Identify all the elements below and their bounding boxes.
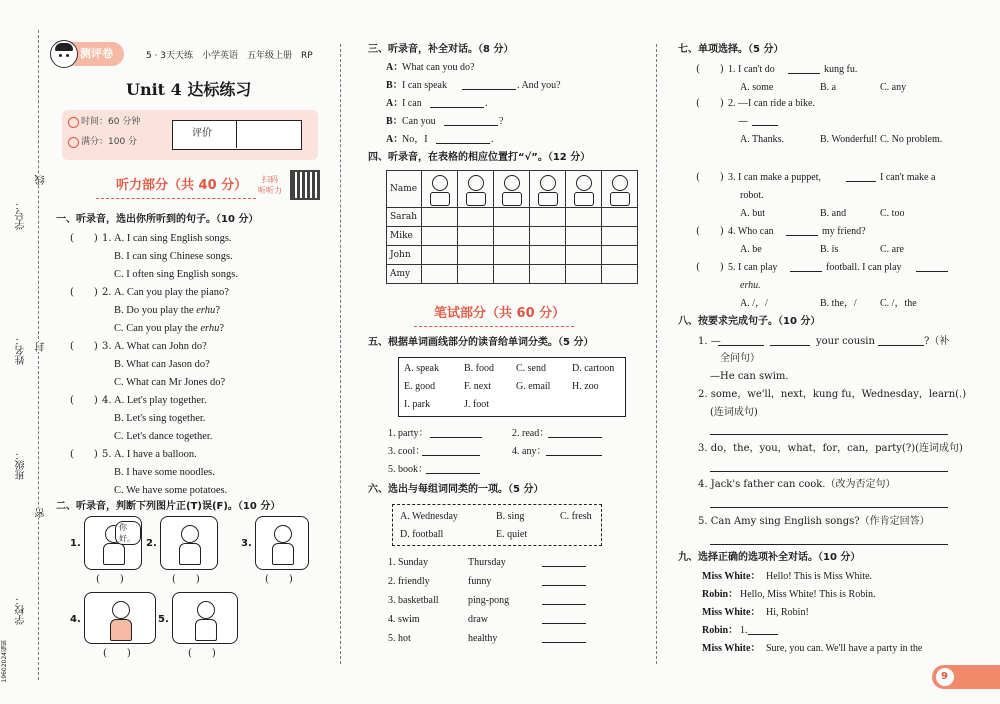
figure-body-icon — [610, 192, 630, 206]
s8-item3: 3. do，the，you，what，for，can，party(?)(连词成句) — [698, 443, 963, 454]
s6-item-word-b: Thursday — [468, 557, 506, 568]
s1-option-c: C. I often sing English songs. — [114, 269, 238, 280]
s4-check-cell[interactable] — [566, 208, 602, 227]
s8-answer-line-5[interactable] — [710, 544, 948, 545]
s7-question-mid: football. I can play — [826, 262, 902, 273]
clock-icon — [68, 117, 79, 128]
s4-check-cell[interactable] — [494, 265, 530, 284]
s7-blank[interactable] — [846, 172, 876, 182]
s8-title: 八、按要求完成句子。（10 分） — [678, 316, 821, 327]
s7-option: A. /，/ — [740, 298, 768, 309]
s3-blank[interactable] — [444, 116, 498, 126]
s7-question: 4. Who can — [728, 226, 774, 237]
s4-check-cell[interactable] — [530, 227, 566, 246]
s1-option-a: A. I can sing English songs. — [114, 233, 232, 244]
s5-blank[interactable] — [430, 428, 482, 438]
seal-char-feng: 封 — [36, 342, 47, 352]
name-label: 姓名： — [16, 335, 27, 365]
s7-blank[interactable] — [788, 64, 820, 74]
s5-title: 五、根据单词画线部分的读音给单词分类。（5 分） — [368, 337, 594, 348]
s2-answer-paren[interactable]: ( ) — [188, 648, 216, 659]
s5-option: D. cartoon — [572, 363, 615, 374]
s3-blank[interactable] — [462, 80, 516, 90]
s1-option-a: A. Let's play together. — [114, 395, 207, 406]
full-score: 满分：100 分 — [81, 137, 138, 147]
figure-body-icon — [466, 192, 486, 206]
s3-line-text: What can you do? — [402, 62, 475, 73]
s2-picture-1 — [84, 516, 142, 570]
s1-question-number: 4. — [102, 395, 112, 406]
s1-option-b: B. Let's sing together. — [114, 413, 206, 424]
s8-item1-pre: 1. — — [698, 336, 721, 347]
s2-picture-number: 3. — [241, 538, 252, 549]
s7-option: C. too — [880, 208, 905, 219]
page-number: 9 — [941, 671, 948, 682]
figure-body-icon — [430, 192, 450, 206]
s8-item1-answer: —He can swim. — [710, 371, 789, 382]
s1-answer-paren[interactable]: ( ) — [70, 449, 98, 460]
s4-check-cell[interactable] — [602, 246, 638, 265]
s7-option: C. No problem. — [880, 134, 943, 145]
s6-title: 六、选出与每组词同类的一项。（5 分） — [368, 484, 544, 495]
s6-item-word-b: funny — [468, 576, 492, 587]
s7-option: A. be — [740, 244, 762, 255]
s5-option: H. zoo — [572, 381, 599, 392]
s6-item-word-a: 1. Sunday — [388, 557, 428, 568]
s7-answer-paren[interactable]: ( ) — [696, 172, 724, 183]
s4-check-cell[interactable] — [458, 265, 494, 284]
s4-check-cell[interactable] — [566, 227, 602, 246]
s1-answer-paren[interactable]: ( ) — [70, 341, 98, 352]
s1-option-a: A. Can you play the piano? — [114, 287, 229, 298]
s9-line-text: 1. — [740, 625, 748, 636]
s8-item1-post: ?（补 — [924, 336, 950, 347]
s5-blank[interactable] — [548, 428, 602, 438]
s9-blank[interactable] — [748, 625, 778, 635]
s7-option: A. but — [740, 208, 765, 219]
s1-question-number: 1. — [102, 233, 112, 244]
s7-option: C. /，the — [880, 298, 917, 309]
s4-row-name: John — [387, 246, 422, 265]
figure-body-icon — [179, 543, 201, 565]
s7-answer-paren[interactable]: ( ) — [696, 226, 724, 237]
s7-option: C. are — [880, 244, 904, 255]
s6-blank[interactable] — [542, 614, 586, 624]
s4-row-name: Sarah — [387, 208, 422, 227]
s7-blank[interactable] — [786, 226, 818, 236]
s5-item: 3. cool： — [388, 446, 426, 457]
s5-option: J. foot — [464, 399, 489, 410]
s9-speaker: Miss White： — [702, 643, 761, 654]
s6-item-word-a: 4. swim — [388, 614, 420, 625]
s4-activity-ping-pong-icon — [566, 171, 602, 208]
s6-item-word-a: 5. hot — [388, 633, 411, 644]
s8-item2: 2. some，we'll，next，kung fu，Wednesday，learn(.) — [698, 389, 967, 400]
print-code: 19602024编辑 — [1, 640, 8, 683]
s1-option-b: B. Do you play the erhu? — [114, 305, 220, 316]
s1-option-b: B. What can Jason do? — [114, 359, 210, 370]
logo-text: 测评卷 — [80, 47, 113, 60]
s9-line-text: Sure, you can. We'll have a party in the — [766, 643, 923, 654]
s7-question: 3. I can make a puppet, — [728, 172, 822, 183]
binding-sidebar — [0, 30, 48, 690]
s7-option: A. Thanks. — [740, 134, 784, 145]
s6-blank[interactable] — [542, 633, 586, 643]
s4-table-wrap — [386, 170, 638, 284]
s8-item1-line2: 全问句） — [720, 353, 760, 364]
s9-speaker: Robin： — [702, 625, 739, 636]
s4-activity-dance-icon — [530, 171, 566, 208]
s6-option: A. Wednesday — [400, 511, 458, 522]
s3-line-end: . — [491, 134, 494, 145]
s4-check-cell[interactable] — [494, 227, 530, 246]
s1-answer-paren[interactable]: ( ) — [70, 395, 98, 406]
listening-underline — [96, 198, 256, 199]
s8-item4: 4. Jack's father can cook.（改为否定句） — [698, 479, 896, 490]
s6-option: C. fresh — [560, 511, 592, 522]
seal-char-xian: 线 — [36, 175, 47, 185]
s7-answer-paren[interactable]: ( ) — [696, 98, 724, 109]
figure-head-icon — [197, 601, 215, 619]
s1-option-c: C. We have some potatoes. — [114, 485, 228, 496]
school-label: 学校： — [16, 595, 27, 625]
s7-answer-paren[interactable]: ( ) — [696, 262, 724, 273]
s4-table — [386, 170, 638, 284]
s4-check-cell[interactable] — [422, 208, 458, 227]
listening-section-title: 听力部分（共 40 分） — [116, 178, 248, 193]
s4-activity-piano-icon — [422, 171, 458, 208]
s2-answer-paren[interactable]: ( ) — [265, 574, 293, 585]
s7-blank[interactable] — [916, 262, 948, 272]
s7-option: A. some — [740, 82, 774, 93]
qr-text-1: 扫码 — [262, 175, 278, 184]
s2-title: 二、听录音，判断下列图片正(T)误(F)。（10 分） — [56, 501, 281, 512]
s1-title: 一、听录音，选出你所听到的句子。（10 分） — [56, 214, 259, 225]
s3-speaker: B： — [386, 116, 403, 127]
s4-check-cell[interactable] — [566, 246, 602, 265]
s3-line-end: . And you? — [517, 80, 561, 91]
column-divider-2 — [656, 44, 657, 664]
s5-item: 4. any： — [512, 446, 547, 457]
written-underline — [414, 326, 574, 327]
s2-picture-number: 2. — [146, 538, 157, 549]
s3-line-text: I can — [402, 98, 422, 109]
s7-question-end: my friend? — [822, 226, 866, 237]
s1-question-number: 3. — [102, 341, 112, 352]
s4-check-cell[interactable] — [494, 208, 530, 227]
s4-check-cell[interactable] — [422, 246, 458, 265]
s4-check-cell[interactable] — [458, 227, 494, 246]
s7-question-end: robot. — [740, 190, 764, 201]
s8-blank-1c[interactable] — [878, 336, 924, 346]
s2-picture-3 — [255, 516, 309, 570]
figure-head-icon — [274, 525, 292, 543]
s7-option: B. Wonderful! — [820, 134, 878, 145]
page-title: Unit 4 达标练习 — [126, 80, 252, 99]
s4-check-cell[interactable] — [530, 208, 566, 227]
class-label: 班级： — [16, 450, 27, 480]
s5-option: B. food — [464, 363, 494, 374]
speech-bubble: 你好。 — [115, 521, 141, 545]
ping-pong-icon — [576, 175, 592, 191]
s1-answer-paren[interactable]: ( ) — [70, 287, 98, 298]
s7-question-mid: I can't make a — [880, 172, 936, 183]
erhu-icon — [468, 175, 484, 191]
s8-item1-mid: your cousin — [816, 336, 875, 347]
s2-picture-4 — [84, 592, 156, 644]
written-section-title: 笔试部分（共 60 分） — [434, 306, 566, 321]
s4-check-cell[interactable] — [530, 246, 566, 265]
s6-item-word-a: 2. friendly — [388, 576, 430, 587]
qr-code-icon — [290, 170, 320, 200]
s2-picture-number: 4. — [70, 614, 81, 625]
s7-answer-paren[interactable]: ( ) — [696, 64, 724, 75]
s1-option-c: C. Can you play the erhu? — [114, 323, 225, 334]
s7-option: B. a — [820, 82, 837, 93]
s4-check-cell[interactable] — [458, 208, 494, 227]
figure-head-icon — [112, 601, 130, 619]
cook-icon — [504, 175, 520, 191]
s5-option: A. speak — [404, 363, 439, 374]
piano-icon — [432, 175, 448, 191]
s7-title: 七、单项选择。（5 分） — [678, 44, 784, 55]
dance-icon — [540, 175, 556, 191]
s4-title: 四、听录音，在表格的相应位置打“√”。（12 分） — [368, 152, 591, 163]
s4-activity-erhu-icon — [458, 171, 494, 208]
s4-check-cell[interactable] — [494, 246, 530, 265]
s4-activity-cook-icon — [494, 171, 530, 208]
s3-line-text: No，I — [402, 134, 428, 145]
s5-blank[interactable] — [426, 464, 480, 474]
s7-question: 5. I can play — [728, 262, 778, 273]
s7-option: B. the，/ — [820, 298, 857, 309]
s3-line-text: Can you — [402, 116, 436, 127]
student-id-label: 学号： — [16, 200, 27, 230]
s3-speaker: A： — [386, 62, 404, 73]
s6-option: B. sing — [496, 511, 525, 522]
s9-title: 九、选择正确的选项补全对话。（10 分） — [678, 552, 861, 563]
s5-option: G. email — [516, 381, 551, 392]
s5-option: F. next — [464, 381, 491, 392]
s1-option-b: B. I have some noodles. — [114, 467, 215, 478]
figure-body-icon — [110, 619, 132, 641]
s8-item2-note: (连词成句) — [710, 407, 758, 418]
s7-question: 1. I can't do — [728, 64, 775, 75]
s8-item5: 5. Can Amy sing English songs?（作肯定回答） — [698, 516, 930, 527]
s3-blank[interactable] — [436, 134, 490, 144]
s8-answer-line-3[interactable] — [710, 471, 948, 472]
s4-check-cell[interactable] — [602, 208, 638, 227]
s6-blank[interactable] — [542, 557, 586, 567]
s4-check-cell[interactable] — [458, 246, 494, 265]
s2-picture-2 — [160, 516, 218, 570]
qr-text-2: 听听力 — [258, 186, 282, 195]
s4-row-name: Mike — [387, 227, 422, 246]
s3-speaker: B： — [386, 80, 403, 91]
figure-body-icon — [574, 192, 594, 206]
s6-item-word-a: 3. basketball — [388, 595, 439, 606]
s4-check-cell[interactable] — [566, 265, 602, 284]
s1-question-number: 2. — [102, 287, 112, 298]
s2-answer-paren[interactable]: ( ) — [103, 648, 131, 659]
s2-picture-5 — [172, 592, 238, 644]
s9-line-text: Hi, Robin! — [766, 607, 809, 618]
s1-option-b: B. I can sing Chinese songs. — [114, 251, 233, 262]
s5-option: C. send — [516, 363, 546, 374]
s7-question-end: erhu. — [740, 280, 761, 291]
figure-body-icon — [502, 192, 522, 206]
s7-dash: — — [738, 116, 748, 127]
s5-item: 2. read： — [512, 428, 550, 439]
s5-option: I. park — [404, 399, 431, 410]
s4-check-cell[interactable] — [530, 265, 566, 284]
s2-answer-paren[interactable]: ( ) — [172, 574, 200, 585]
s8-answer-line-4[interactable] — [710, 507, 948, 508]
s7-option: B. is — [820, 244, 839, 255]
s6-blank[interactable] — [542, 595, 586, 605]
figure-body-icon — [272, 543, 294, 565]
s4-check-cell[interactable] — [602, 227, 638, 246]
s1-answer-paren[interactable]: ( ) — [70, 233, 98, 244]
s7-question-end: kung fu. — [824, 64, 858, 75]
s3-line-end: ? — [499, 116, 504, 127]
s4-check-cell[interactable] — [422, 227, 458, 246]
s6-option: D. football — [400, 529, 444, 540]
s5-item: 1. party： — [388, 428, 429, 439]
s8-blank-1b[interactable] — [770, 336, 810, 346]
time-limit: 时间：60 分钟 — [81, 117, 141, 127]
seal-char-mi: 密 — [36, 508, 47, 518]
figure-body-icon — [103, 543, 125, 565]
s7-option: B. and — [820, 208, 847, 219]
s5-item: 5. book： — [388, 464, 428, 475]
s4-check-cell[interactable] — [602, 265, 638, 284]
s3-line-end: . — [485, 98, 488, 109]
figure-body-icon — [538, 192, 558, 206]
s9-speaker: Robin： — [702, 589, 739, 600]
s7-blank[interactable] — [790, 262, 822, 272]
figure-head-icon — [181, 525, 199, 543]
s9-line-text: Hello! This is Miss White. — [766, 571, 873, 582]
s5-blank[interactable] — [422, 446, 480, 456]
s1-option-c: C. Let's dance together. — [114, 431, 213, 442]
kung-fu-icon — [612, 175, 628, 191]
s6-item-word-b: ping-pong — [468, 595, 510, 606]
dashed-cut-line — [38, 30, 39, 680]
s4-row-name: Amy — [387, 265, 422, 284]
s6-option: E. quiet — [496, 529, 528, 540]
column-divider-1 — [340, 44, 341, 664]
s1-option-a: A. What can John do? — [114, 341, 207, 352]
s3-title: 三、听录音，补全对话。（8 分） — [368, 44, 514, 55]
s4-activity-kung-fu-icon — [602, 171, 638, 208]
s8-answer-line-2[interactable] — [710, 434, 948, 435]
s3-line-text: I can speak — [402, 80, 447, 91]
s2-picture-number: 5. — [158, 614, 169, 625]
s3-speaker: A： — [386, 134, 404, 145]
s7-question: 2. —I can ride a bike. — [728, 98, 815, 109]
s6-item-word-b: draw — [468, 614, 488, 625]
s6-blank[interactable] — [542, 576, 586, 586]
s2-answer-paren[interactable]: ( ) — [96, 574, 124, 585]
s9-speaker: Miss White： — [702, 571, 761, 582]
s1-option-c: C. What can Mr Jones do? — [114, 377, 226, 388]
s4-header-name: Name — [387, 171, 422, 208]
s8-blank-1a[interactable] — [718, 336, 764, 346]
s9-speaker: Miss White： — [702, 607, 761, 618]
series-info: 5 · 3天天练 小学英语 五年级上册 RP — [146, 51, 313, 61]
s9-line-text: Hello, Miss White! This is Robin. — [740, 589, 876, 600]
figure-body-icon — [195, 619, 217, 641]
s1-question-number: 5. — [102, 449, 112, 460]
check-icon — [68, 137, 79, 148]
mascot-icon — [50, 40, 78, 68]
s5-option: E. good — [404, 381, 436, 392]
s2-picture-number: 1. — [70, 538, 81, 549]
s7-option: C. any — [880, 82, 907, 93]
s4-check-cell[interactable] — [422, 265, 458, 284]
evaluation-label: 评价 — [192, 128, 212, 139]
s3-speaker: A： — [386, 98, 404, 109]
s3-blank[interactable] — [430, 98, 484, 108]
s5-blank[interactable] — [546, 446, 602, 456]
s1-option-a: A. I have a balloon. — [114, 449, 197, 460]
s6-item-word-b: healthy — [468, 633, 498, 644]
s7-blank[interactable] — [752, 116, 778, 126]
